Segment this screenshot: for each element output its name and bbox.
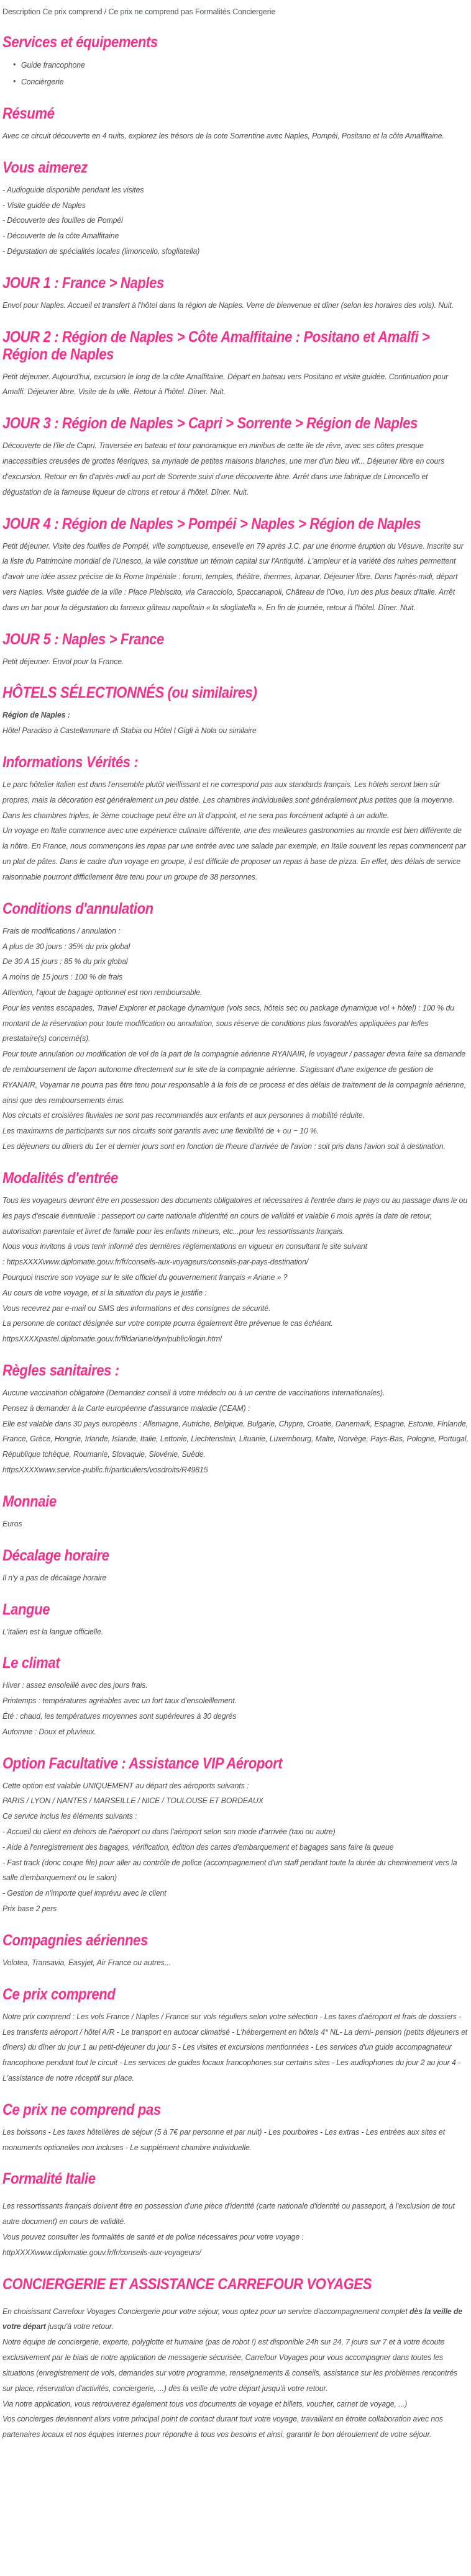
section-ce-prix-comprend — [2, 1986, 469, 2086]
climat-line: Hiver : assez ensoleillé avec des jours frais. — [2, 1680, 148, 1690]
section-jour-3 — [2, 415, 469, 500]
vous-aimerez-line: - Découverte des fouilles de Pompéi — [2, 215, 123, 225]
section-vous-aimerez — [2, 159, 469, 259]
heading-monnaie: Monnaie — [2, 1492, 57, 1510]
section-formalite-italie — [2, 2170, 469, 2260]
conciergerie-paragraph-1 — [2, 2304, 469, 2335]
sanitaires-line: Pensez à demander à la Carte européenne d'assurance maladie (CEAM) : — [2, 1403, 250, 1413]
section-modalites-entree — [2, 1169, 469, 1347]
vous-aimerez-line: - Découverte de la côte Amalfitaine — [2, 231, 119, 241]
section-ce-prix-ne-comprend-pas — [2, 2101, 469, 2156]
ariane-line: Vous recevrez par e-mail ou SMS des informations et des consignes de sécurité. — [2, 1303, 271, 1313]
option-vip-line: - Fast track (donc coupe file) pour aller au contrôle de police (accompagnement d'un staff pendant toute la durée du cheminement vers la salle d'embarquement ou le salon) — [2, 1857, 457, 1883]
ariane-line: Pourquoi inscrire son voyage sur le site officiel du gouvernement français « Ariane » ? — [2, 1272, 288, 1282]
option-vip-line: - Aide à l'enregistrement des bagages, vérification, édition des cartes d'embarquement et bagages sans faire la queue — [2, 1842, 394, 1852]
heading-formalite-italie: Formalité Italie — [2, 2170, 96, 2188]
modalites-paragraph-1: Tous les voyageurs devront être en possession des documents obligatoires et nécessaires à l'entrée dans le pays ou au passage dans le ou les pays d'escale éventuelle : passeport ou carte nationale d'identité en cours de validité et valable 6 mois après la date de retour, autorisation parentale et livret de famille pour les enfants mineurs, etc...pour les ressortissants français. — [2, 1195, 468, 1236]
heading-ce-prix-comprend: Ce prix comprend — [2, 1985, 116, 2003]
option-vip-price: Prix base 2 pers — [2, 1904, 57, 1914]
jour-4-text: Petit déjeuner. Visite des fouilles de Pompéi, ville somptueuse, ensevelie en 79 après J.C. par une énorme éruption du Vésuve. Inscrite sur la liste du Patrimoine mondial de l'Unesco, la ville constitue un témoin capital sur l'Antiquité. L'ampleur et la variété des ruines permettent d'avoir une idée assez précise de la Rome Impériale : forum, temples, théâtre, thermes, lupanar. Déjeuner libre. Dans l'après-midi, départ vers Naples. Visite guidée de la ville : Place Plebiscito, via Caracciolo, Spaccanapoli, Château de l'Ovo, l'un des plus beaux d'Italie. Arrêt dans un bar pour la dégustation du fameux gâteau napolitain « la sfogliatella ». En fin de journée, retour à l'hôtel. Dîner. Nuit. — [2, 541, 464, 612]
heading-services: Services et équipements — [2, 34, 158, 52]
section-climat — [2, 1654, 469, 1739]
infos-verites-paragraph-2: Un voyage en Italie commence avec une expérience culinaire différente, une des meilleures gastronomies au monde est bien différente de la nôtre. En France, nous commençons les repas par une entrée avec une salade par exemple, en Italie souvent les repas commencent par un plat de pâtes. Dans le cadre d'un voyage en groupe, il est difficile de proposer un repas à base de pizza. En effet, des délais de service raisonnable pourront difficilement être tenu pour un groupe de 38 personnes. — [2, 826, 466, 881]
annulation-line: Frais de modifications / annulation : — [2, 925, 121, 935]
ariane-line: La personne de contact désignée sur votre compte pourra également être prévenue le cas échéant. — [2, 1318, 333, 1328]
heading-conciergerie-carrefour: CONCIERGERIE ET ASSISTANCE CARREFOUR VOYAGES — [2, 2275, 372, 2293]
hotels-region-label: Région de Naples : — [2, 710, 70, 720]
section-monnaie — [2, 1493, 469, 1532]
annulation-ryanair: Pour toute annulation ou modification de vol de la part de la compagnie aérienne RYANAIR, le voyageur / passager devra faire sa demande de remboursement de façon autonome directement sur le site de la compagnie aérienne. S'agissant d'une exigence de gestion de RYANAIR, Voyamar ne pourra pas être tenu pour responsable à la fois de ce process et des délais de traitement de la compagnie aérienne, ainsi que des remboursements émis. — [2, 1049, 467, 1105]
sanitaires-line: Aucune vaccination obligatoire (Demandez conseil à votre médecin ou à un centre de vaccinations internationales). — [2, 1388, 385, 1397]
heading-conditions-annulation: Conditions d'annulation — [2, 899, 153, 917]
annulation-line: De 30 A 15 jours : 85 % du prix global — [2, 957, 128, 966]
heading-modalites-entree: Modalités d'entrée — [2, 1169, 118, 1187]
section-informations-verites — [2, 754, 469, 885]
services-list — [2, 57, 469, 90]
heading-jour-1: JOUR 1 : France > Naples — [2, 274, 164, 292]
monnaie-value: Euros — [2, 1518, 22, 1528]
climat-line: Été : chaud, les températures moyennes sont supérieures à 30 degrés — [2, 1711, 237, 1721]
jour-2-text: Petit déjeuner. Aujourd'hui, excursion le long de la côte Amalfitaine. Départ en bateau vers Positano et visite guidée. Continuation pour Amalfi. Déjeuner libre. Visite de la ville. Retour à l'hôtel. Dîner. Nuit. — [2, 371, 449, 397]
heading-decalage-horaire: Décalage horaire — [2, 1546, 109, 1564]
climat-line: Automne : Doux et pluvieux. — [2, 1726, 96, 1736]
heading-jour-3: JOUR 3 : Région de Naples > Capri > Sorrente > Région de Naples — [2, 415, 418, 433]
section-services — [2, 34, 469, 90]
heading-compagnies-aeriennes: Compagnies aériennes — [2, 1931, 148, 1949]
annulation-escapades: Pour les ventes escapades, Travel Explorer et package dynamique (vols secs, hôtels sec ou package dynamique vol + hôtel) : 100 % du montant de la réservation pour toute modification ou annulation, sous réserve de conditions plus favorables appliquées par le/les prestataire(s) concerné(s). — [2, 1002, 454, 1043]
heading-informations-verites: Informations Vérités : — [2, 754, 139, 771]
section-compagnies-aeriennes — [2, 1932, 469, 1971]
annulation-line: Attention, l'ajout de bagage optionnel est non remboursable. — [2, 987, 203, 997]
ce-prix-ne-comprend-pas-text: Les boissons - Les taxes hôtelières de séjour (5 à 7€ par personne et par nuit) - Les pourboires - Les extras - Les entrées aux sites et monuments optionelles non incluses - Le supplément chambre individuelle. — [2, 2127, 446, 2152]
section-regles-sanitaires — [2, 1362, 469, 1478]
section-langue — [2, 1601, 469, 1640]
option-vip-line: Cette option est valable UNIQUEMENT au départ des aéroports suivants : — [2, 1780, 249, 1790]
modalites-site-intro: Nous vous invitons à vous tenir informé des dernières réglementations en vigueur en consultant le site suivant — [2, 1241, 367, 1251]
section-jour-5 — [2, 631, 469, 670]
section-hotels — [2, 684, 469, 739]
hotels-line: Hôtel Paradiso à Castellammare di Stabia ou Hôtel I Gigli à Nola ou similaire — [2, 726, 257, 736]
ariane-line: Au cours de votre voyage, et si la situation du pays le justifie : — [2, 1287, 207, 1297]
climat-line: Printemps : températures agréables avec un fort taux d'ensoleillement. — [2, 1696, 237, 1706]
resume-paragraph: Avec ce circuit découverte en 4 nuits, explorez les trésors de la cote Sorrentine avec Naples, Pompéi, Positano et la côte Amalfitaine. — [2, 130, 444, 140]
annulation-line: A plus de 30 jours : 35% du prix global — [2, 941, 130, 951]
heading-jour-4: JOUR 4 : Région de Naples > Pompéi > Naples > Région de Naples — [2, 515, 421, 533]
section-conditions-annulation — [2, 900, 469, 1155]
jour-5-text: Petit déjeuner. Envol pour la France. — [2, 656, 124, 666]
conciergerie-paragraph-4: Vos concierges deviennent alors votre principal point de contact durant tout votre voyage, travaillant en étroite collaboration avec nos partenaires locaux et nos équipes internes pour répondre à tous vos besoins et ainsi, garantir le bon déroulement de votre séjour. — [2, 2414, 443, 2439]
conciergerie-paragraph-1-bold: dès la veille de votre départ — [2, 2306, 463, 2331]
annulation-note: Les déjeuners ou dîners du 1er et dernier jours sont en fonction de l'heure d'arrivée de l'avion : soit pris dans l'avion soit à destination. — [2, 1142, 446, 1151]
list-item: • Concièrgerie — [21, 74, 469, 90]
sanitaires-url: httpsXXXXwww.service-public.fr/particuliers/vosdroits/R49815 — [2, 1465, 208, 1475]
heading-jour-5: JOUR 5 : Naples > France — [2, 630, 164, 648]
modalites-site-url: : httpsXXXXwww.diplomatie.gouv.fr/fr/conseils-aux-voyageurs/conseils-par-pays-destination/ — [2, 1257, 309, 1267]
option-vip-line: - Accueil du client en dehors de l'aéroport ou dans l'aéroport selon son mode d'arrivée (taxi ou autre) — [2, 1827, 336, 1836]
langue-value: L'italien est la langue officielle. — [2, 1626, 104, 1636]
formalite-paragraph-1: Les ressortissants français doivent être en possession d'une pièce d'identité (carte nationale d'identité ou passeport, à l'exclusion de tout autre document) en cours de validité. — [2, 2201, 455, 2227]
heading-hotels: HÔTELS SÉLECTIONNÉS (ou similaires) — [2, 684, 257, 702]
heading-jour-2: JOUR 2 : Région de Naples > Côte Amalfitaine : Positano et Amalfi > Région de Naples — [2, 328, 430, 363]
section-option-vip-aeroport — [2, 1755, 469, 1917]
section-jour-2 — [2, 328, 469, 400]
list-item: • Guide francophone — [21, 57, 469, 73]
formalite-site-url: httpXXXXwww.diplomatie.gouv.fr/fr/conseils-aux-voyageurs/ — [2, 2247, 201, 2257]
conciergerie-paragraph-3: Via notre application, vous retrouverez également tous vos documents de voyage et billets, voucher, carnet de voyage, ...) — [2, 2398, 408, 2408]
conciergerie-paragraph-1-pre: En choisissant Carrefour Voyages Conciergerie pour votre séjour, vous optez pour un service d'accompagnement complet — [2, 2306, 409, 2316]
document-top-label: Description Ce prix comprend / Ce prix ne comprend pas Formalités Conciergerie — [2, 7, 276, 16]
heading-langue: Langue — [2, 1600, 50, 1618]
conciergerie-paragraph-2: Notre équipe de conciergerie, experte, polyglotte et humaine (pas de robot !) est disponible 24h sur 24, 7 jours sur 7 et à votre écoute exclusivement par le biais de notre application de messagerie sécurisée, Carrefour Voyages pour vous accompagner dans toutes les situations (enregistrement de vols, demandes sur votre programme, renseignements & conseils, assistance sur les problèmes rencontrés sur place, réservation d'activités, conciergerie, ...) dès la veille de votre départ jusqu'à votre retour. — [2, 2337, 458, 2393]
heading-resume: Résumé — [2, 104, 55, 122]
vous-aimerez-line: - Dégustation de spécialités locales (limoncello, sfogliatella) — [2, 246, 200, 256]
jour-3-text: Découverte de l'île de Capri. Traversée en bateau et tour panoramique en minibus de cette île de rêve, avec ses côtes presque inaccessibles creusées de grottes féeriques, sa myriade de petites maisons blanches, une mer d'un bleu vif... Déjeuner libre en cours d'excursion. Retour en fin d'après-midi au port de Sorrente suivi d'une découverte libre. Arrêt dans une fabrique de Limoncello et dégustation de la fameuse liqueur de citrons et retour à l'hôtel. Dîner. Nuit. — [2, 441, 445, 497]
jour-1-text: Envol pour Naples. Accueil et transfert à l'hôtel dans la région de Naples. Verre de bienvenue et dîner (selon les horaires des vols). Nuit. — [2, 300, 454, 310]
heading-regles-sanitaires: Règles sanitaires : — [2, 1362, 119, 1379]
decalage-value: Il n'y a pas de décalage horaire — [2, 1572, 107, 1582]
annulation-note: Les maximums de participants sur nos circuits sont garantis avec une flexibilité de + ou − 10 %. — [2, 1126, 319, 1136]
annulation-line: A moins de 15 jours : 100 % de frais — [2, 972, 123, 982]
section-conciergerie-carrefour — [2, 2276, 469, 2443]
heading-ce-prix-ne-comprend-pas: Ce prix ne comprend pas — [2, 2101, 161, 2119]
vous-aimerez-line: - Visite guidée de Naples — [2, 200, 86, 210]
heading-option-vip-aeroport: Option Facultative : Assistance VIP Aéroport — [2, 1754, 283, 1772]
option-vip-line: - Gestion de n'importe quel imprévu avec le client — [2, 1888, 167, 1898]
vous-aimerez-line: - Audioguide disponible pendant les visites — [2, 184, 144, 194]
formalite-site-intro: Vous pouvez consulter les formalités de santé et de police nécessaires pour votre voyage : — [2, 2232, 304, 2241]
section-jour-4 — [2, 515, 469, 616]
heading-climat: Le climat — [2, 1654, 60, 1672]
option-vip-airports: PARIS / LYON / NANTES / MARSEILLE / NICE / TOULOUSE ET BORDEAUX — [2, 1796, 263, 1806]
section-jour-1 — [2, 274, 469, 313]
option-vip-line: Ce service inclus les éléments suivants : — [2, 1811, 137, 1821]
ce-prix-comprend-text: Notre prix comprend : Les vols France / Naples / France sur vols réguliers selon votre sélection - Les taxes d'aéroport et frais de dossiers - Les transferts aéroport / hôtel A/R - Le transport en autocar climatisé - L'hébergement en hôtels 4* NL- La demi- pension (petits déjeuners et dîners) du dîner du jour 1 au petit-déjeuner du jour 5 - Les visites et excursions mentionnées - Les services d'un guide accompagnateur francophone pendant tout le circuit - Les services de guides locaux francophones sur certains sites - Les audiophones du jour 2 au jour 4 - L'assistance de notre réceptif sur place. — [2, 2011, 468, 2083]
annulation-note: Nos circuits et croisières fluviales ne sont pas recommandés aux enfants et aux personnes à mobilité réduite. — [2, 1110, 365, 1120]
sanitaires-ceam-countries: Elle est valable dans 30 pays européens : Allemagne, Autriche, Belgique, Bulgarie, Chypre, Croatie, Danemark, Espagne, Estonie, Finlande, France, Grèce, Hongrie, Irlande, Islande, Italie, Lettonie, Liechtenstein, Lituanie, Luxembourg, Malte, Norvège, Pays-Bas, Pologne, Portugal, République tchèque, Roumanie, Slovaquie, Slovénie, Suède. — [2, 1418, 469, 1459]
heading-vous-aimerez: Vous aimerez — [2, 158, 88, 176]
infos-verites-paragraph-1: Le parc hôtelier italien est dans l'ensemble plutôt vieillissant et ne correspond pas aux standards français. Les hôtels seront bien sûr propres, mais la décoration est généralement un peu datée. Les chambres individuelles sont généralement plus petites que la moyenne. Dans les chambres triples, le 3ème couchage peut être un lit d'appoint, et ne sera pas forcément adapté à un adulte. — [2, 780, 455, 820]
conciergerie-paragraph-1-post: jusqu'à votre retour. — [45, 2322, 114, 2331]
ariane-url: httpsXXXXpastel.diplomatie.gouv.fr/fildariane/dyn/public/login.html — [2, 1334, 222, 1344]
section-decalage-horaire — [2, 1547, 469, 1586]
section-resume — [2, 105, 469, 144]
compagnies-list: Volotea, Transavia, Easyjet, Air France ou autres... — [2, 1957, 171, 1967]
